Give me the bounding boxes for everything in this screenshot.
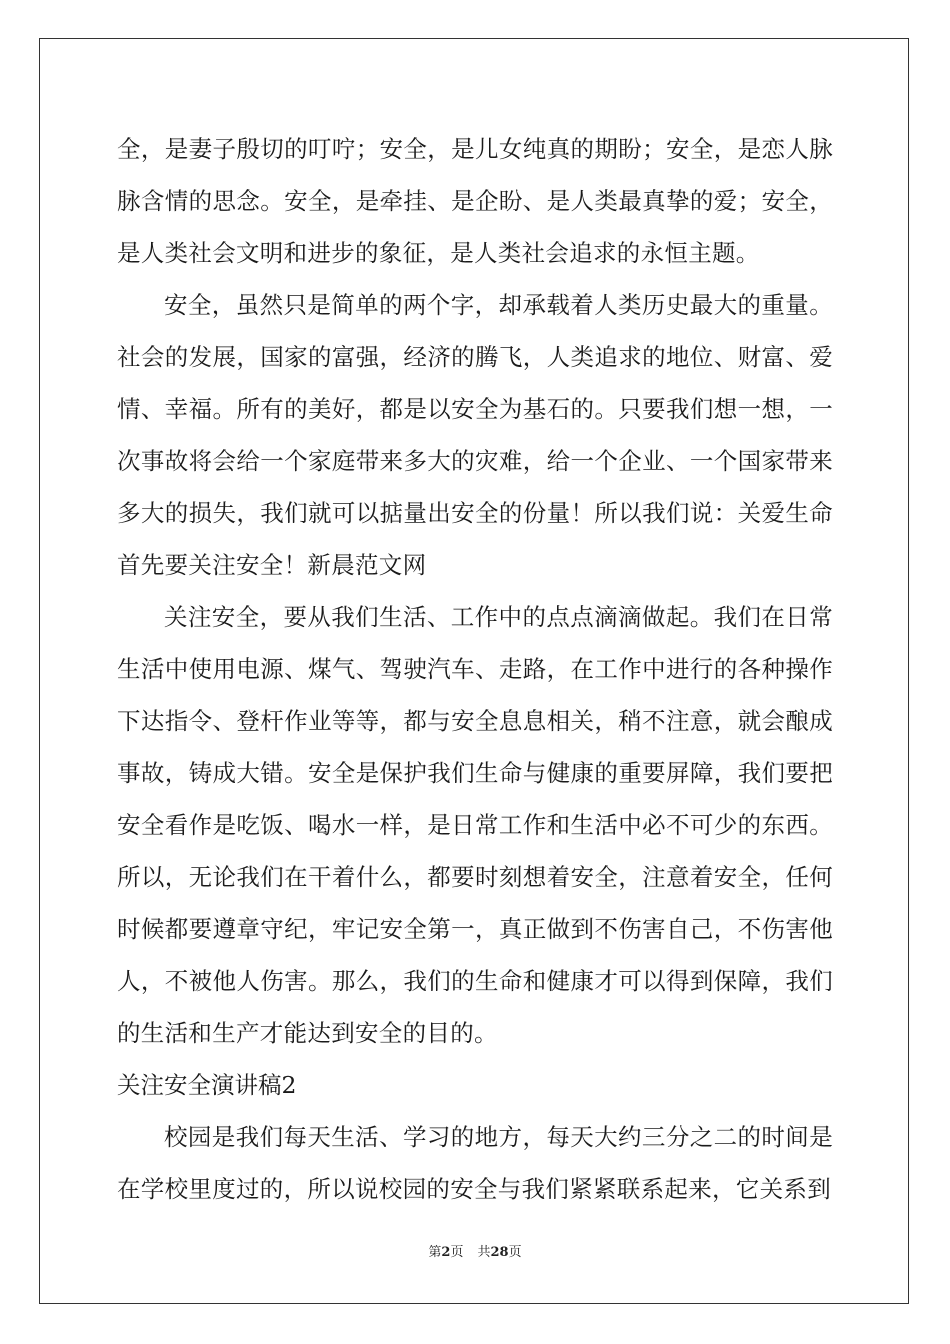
- current-page-number: 2: [441, 1245, 451, 1260]
- paragraph-2: 安全，虽然只是简单的两个字，却承载着人类历史最大的重量。社会的发展，国家的富强，经济的腾飞，人类追求的地位、财富、爱情、幸福。所有的美好，都是以安全为基石的。只要我们想一想，一次事故将会给一个家庭带来多大的灾难，给一个企业、一个国家带来多大的损失，我们就可以掂量出安全的份量！所以我们说：关爱生命首先要关注安全！新晨范文网: [117, 291, 833, 579]
- paragraph-1: 全，是妻子殷切的叮咛；安全，是儿女纯真的期盼；安全，是恋人脉脉含情的思念。安全，是牵挂、是企盼、是人类最真挚的爱；安全，是人类社会文明和进步的象征，是人类社会追求的永恒主题。: [117, 135, 833, 267]
- section-title: 关注安全演讲稿2: [117, 1071, 297, 1099]
- total-suffix: 页: [508, 1245, 522, 1260]
- paragraph-4: 校园是我们每天生活、学习的地方，每天大约三分之二的时间是在学校里度过的，所以说校园的安全与我们紧紧联系起来，它关系到: [117, 1123, 833, 1203]
- total-prefix: 共: [477, 1245, 491, 1260]
- total-pages-number: 28: [490, 1245, 509, 1260]
- page-prefix: 第: [428, 1245, 442, 1260]
- paragraph-3: 关注安全，要从我们生活、工作中的点点滴滴做起。我们在日常生活中使用电源、煤气、驾驶汽车、走路，在工作中进行的各种操作下达指令、登杆作业等等，都与安全息息相关，稍不注意，就会酿成事故，铸成大错。安全是保护我们生命与健康的重要屏障，我们要把安全看作是吃饭、喝水一样，是日常工作和生活中必不可少的东西。所以，无论我们在干着什么，都要时刻想着安全，注意着安全，任何时候都要遵章守纪，牢记安全第一，真正做到不伤害自己，不伤害他人，不被他人伤害。那么，我们的生命和健康才可以得到保障，我们的生活和生产才能达到安全的目的。: [117, 603, 833, 1047]
- page-suffix: 页: [450, 1245, 464, 1260]
- document-body: [117, 123, 833, 1215]
- page-footer: [0, 1241, 950, 1260]
